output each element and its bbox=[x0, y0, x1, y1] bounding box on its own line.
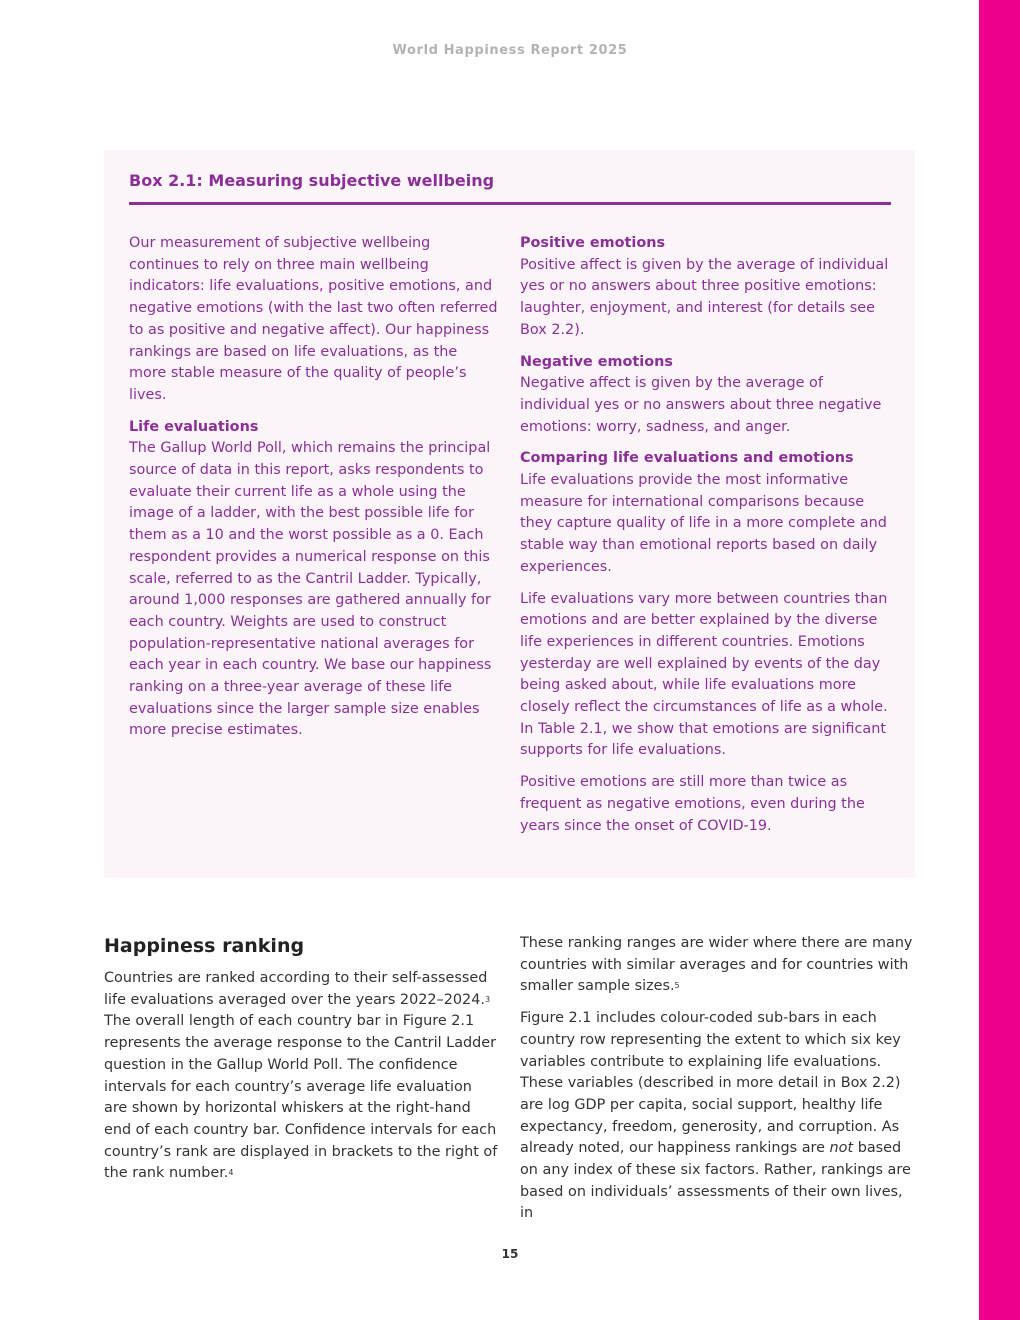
running-header: World Happiness Report 2025 bbox=[392, 43, 628, 58]
box-right-column bbox=[520, 233, 895, 847]
positive-emotions-paragraph: Positive affect is given by the average of individual yes or no answers about three positive emotions: laughter, enjoyment, and interest (for details see Box 2.2). bbox=[520, 256, 889, 338]
section-heading: Happiness ranking bbox=[104, 935, 305, 957]
page-number: 15 bbox=[501, 1247, 519, 1261]
life-evaluations-heading: Life evaluations bbox=[129, 418, 259, 435]
ranking-paragraph-2: Figure 2.1 includes colour-coded sub-bars in each country row representing the extent to which six key variables contribute to explaining life evaluations. These variables (described in more detail in Box 2.2) are log GDP per capita, social support, healthy life expectancy, freedom, generosity, and corruption. As already noted, our happiness rankings are not based on any index of these six factors. Rather, rankings are based on individuals’ assessments of their own lives, in bbox=[520, 1010, 911, 1222]
box-title-rule bbox=[129, 202, 891, 205]
footnote-4[interactable]: 4 bbox=[228, 1168, 234, 1178]
comparing-paragraph-1: Life evaluations provide the most informative measure for international comparisons because they capture quality of life in a more complete and stable way than emotional reports based on daily experiences. bbox=[520, 472, 887, 575]
comparing-paragraph-3: Positive emotions are still more than twice as frequent as negative emotions, even during the years since the onset of COVID-19. bbox=[520, 774, 865, 834]
footnote-3[interactable]: 3 bbox=[484, 994, 491, 1004]
box-measuring-wellbeing bbox=[104, 150, 915, 878]
ranking-paragraph-1: Countries are ranked according to their self-assessed life evaluations averaged over the years 2022–2024.$^3$ The overall length of each country bar in Figure 2.1 represents the average response to the Cantril Ladder question in the Gallup World Poll. The confidence intervals for each country’s average life evaluation are shown by horizontal whiskers at the right-hand end of each country bar. Confidence intervals for each country’s rank are displayed in brackets to the right of the rank number.$^4$ bbox=[104, 970, 498, 1182]
footnote-5[interactable]: 5 bbox=[674, 981, 680, 991]
life-evaluations-paragraph: The Gallup World Poll, which remains the principal source of data in this report, asks respondents to evaluate their current life as a whole using the image of a ladder, with the best possible life for them as a 10 and the worst possible as a 0. Each respondent provides a numerical response on this scale, referred to as the Cantril Ladder. Typically, around 1,000 responses are gathered annually for each country. Weights are used to construct population-representative national averages for each year in each country. We base our happiness ranking on a three-year average of these life evaluations since the larger sample size enables more precise estimates. bbox=[129, 440, 492, 739]
main-right-column bbox=[520, 933, 915, 1235]
comparing-paragraph-2: Life evaluations vary more between countries than emotions and are better explained by the diverse life experiences in different countries. Emotions yesterday are well explained by events of the day being asked about, while life evaluations more closely reflect the circumstances of life as a whole. In Table 2.1, we show that emotions are significant supports for life evaluations. bbox=[520, 590, 888, 759]
main-left-column bbox=[104, 933, 499, 1195]
box-title: Box 2.1: Measuring subjective wellbeing bbox=[129, 171, 495, 190]
comparing-heading: Comparing life evaluations and emotions bbox=[520, 450, 854, 467]
positive-emotions-heading: Positive emotions bbox=[520, 235, 666, 251]
negative-emotions-heading: Negative emotions bbox=[520, 353, 673, 370]
ranking-paragraph-1-continued: These ranking ranges are wider where there are many countries with similar averages and for countries with smaller sample sizes.$^5$ bbox=[520, 935, 913, 995]
side-color-strip bbox=[979, 0, 1020, 1320]
negative-emotions-paragraph: Negative affect is given by the average of individual yes or no answers about three negative emotions: worry, sadness, and anger. bbox=[520, 375, 882, 435]
box-intro-paragraph: Our measurement of subjective wellbeing continues to rely on three main wellbeing indicators: life evaluations, positive emotions, and negative emotions (with the last two often referred to as positive and negative affect). Our happiness rankings are based on life evaluations, as the more stable measure of the quality of people’s lives. bbox=[129, 235, 498, 403]
box-left-column bbox=[129, 233, 499, 752]
